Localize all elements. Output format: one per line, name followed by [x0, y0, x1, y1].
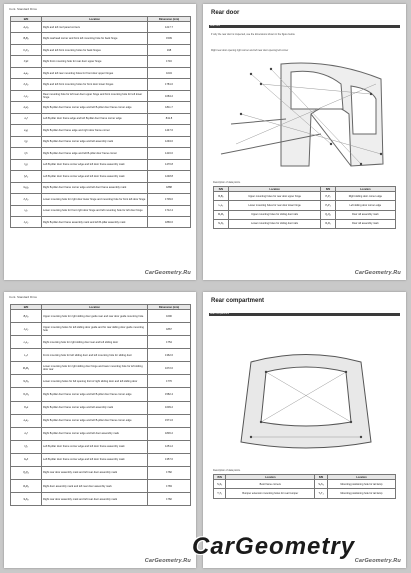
dimension-value: 1690	[148, 310, 191, 323]
table-row	[11, 159, 191, 170]
dimension-value: 1571.6	[148, 414, 191, 427]
legend-row	[214, 210, 396, 219]
location-description: Right rearhead corner and front left mounting hole for back hinge	[42, 33, 148, 44]
location-description: Right B-pillar door frame corner edge and left door assembly mark	[42, 427, 148, 440]
table-row	[11, 205, 191, 216]
table-row	[11, 194, 191, 205]
data-point-code: O₁e	[11, 401, 42, 414]
column-header: Dimension (mm)	[148, 17, 191, 22]
dimension-value: 1782	[148, 493, 191, 506]
data-point-code: Q₁Q₂	[321, 210, 335, 219]
legend-row	[214, 201, 396, 210]
dimension-table-body	[11, 310, 191, 506]
data-point-code: h₁h₂	[11, 194, 42, 205]
legend-row	[214, 489, 396, 498]
data-point-code: N₁N₂	[214, 219, 229, 228]
location-description: Left B-pillar door frame edge and left B-pillar door frame corner edge	[42, 113, 148, 124]
location-description: Right mounting hole for right sliding door rear and left sliding door	[42, 336, 148, 349]
data-point-code: S₁S₂	[11, 493, 42, 506]
location-description: Right B-pillar door frame corner edge and left B-pillar door frame corner edge	[42, 414, 148, 427]
dimension-value: 1470.8	[148, 159, 191, 170]
table-row	[11, 102, 191, 113]
column-header: B/N	[11, 17, 42, 22]
table-row	[11, 44, 191, 55]
data-point-code: C₁C₂	[11, 44, 42, 55]
inspection-note-secondary: Right rear door opening right corner and left rear door opening left corner	[211, 49, 289, 52]
location-description: Right B-pillar door frame edge and left B-pillar door frame corner	[42, 148, 148, 159]
data-point-code: T₃T₄	[315, 489, 328, 498]
column-header: B/N	[214, 187, 229, 192]
watermark-text: CarGeometry.Ru	[354, 270, 401, 276]
dimension-table	[10, 304, 191, 506]
dimension-value: 1034	[148, 67, 191, 78]
data-point-code: N₁N₂	[11, 375, 42, 388]
data-point-code: e₁e₂	[11, 414, 42, 427]
data-point-code: f₁g	[11, 136, 42, 147]
location-description: Mounting positioning hole for tail lamp	[327, 489, 395, 498]
location-description: Left B-pillar door frame corner edge and left door frame assembly mark	[42, 453, 148, 466]
column-header: B/N	[315, 475, 328, 480]
data-point-code: e₁f	[11, 113, 42, 124]
table-row	[11, 466, 191, 479]
page-header: Cont. Standard Dims	[9, 7, 37, 11]
location-description: Right B-pillar door frame assembly mark and left B-pillar assembly mark	[42, 216, 148, 227]
location-description: Rear mounting hole for left rear door upper hinge and front mounting hole for left lower hinge	[42, 90, 148, 101]
location-description: Upper mounting hole for right sliding door guide rear and rear door guide mounting hole	[42, 310, 148, 323]
location-description: Right and left front mounting holes for front door lower hinges	[42, 79, 148, 90]
dimension-table	[10, 16, 191, 228]
document-page-3	[4, 292, 196, 568]
dimension-value: 1362.6	[148, 349, 191, 362]
dimension-value: 1867	[148, 323, 191, 336]
column-header: Location	[335, 187, 395, 192]
table-row	[11, 323, 191, 336]
location-description: Left B-pillar door frame corner edge and left door frame assembly mark	[42, 440, 148, 453]
location-description: Upper mounting holes for sliding door rails	[228, 210, 320, 219]
data-point-code: f₁h	[11, 148, 42, 159]
dimension-value: 1357.0	[148, 453, 191, 466]
data-point-code: L₁L₂	[214, 201, 229, 210]
dimension-value: 1888	[148, 182, 191, 193]
dimension-value: 1609.2	[148, 401, 191, 414]
document-page-1	[4, 4, 196, 280]
data-point-code: A₁A₂	[11, 22, 42, 33]
table-row	[11, 362, 191, 375]
data-point-code: P₃P₄	[321, 201, 335, 210]
table-row	[11, 136, 191, 147]
data-point-code: B₁B₂	[11, 33, 42, 44]
section-bar: Rear compartment	[209, 313, 400, 316]
data-point-code: L₁J	[11, 349, 42, 362]
dimension-value: 1811.7	[148, 102, 191, 113]
dimension-value: 1754	[148, 336, 191, 349]
brand-watermark-logo: CarGeometry	[192, 533, 356, 560]
table-row	[11, 427, 191, 440]
location-description: Left B-pillar door frame corner edge and left door frame assembly mark	[42, 171, 148, 182]
column-header: Location	[42, 17, 148, 22]
column-header: Location	[228, 187, 320, 192]
data-point-code: f₁f₂	[11, 440, 42, 453]
data-point-code: S₁S₂	[214, 480, 226, 489]
location-description: Right B-pillar door frame corner edge and left door frame assembly mark	[42, 182, 148, 193]
data-point-code: c₁c₂	[11, 90, 42, 101]
legend-table-body	[214, 192, 396, 229]
location-description: Mounting positioning hole for tail lamp	[327, 480, 395, 489]
location-description: Right and left front mounting holes for back hinges	[42, 44, 148, 55]
data-point-legend-table	[213, 186, 396, 229]
data-point-code: f₂h₂	[11, 171, 42, 182]
location-description: Lower mounting hole for front right door hinge and left mounting hole for left door hinge	[42, 205, 148, 216]
table-row	[11, 453, 191, 466]
watermark-text: CarGeometry.Ru	[144, 270, 191, 276]
document-page-2	[203, 4, 406, 280]
dimension-value: 1783	[148, 480, 191, 493]
dimension-value: 1836.2	[148, 427, 191, 440]
location-description: Right sliding door corner edge	[335, 192, 395, 201]
data-point-code: Q₁Q₂	[11, 466, 42, 479]
dimension-table-body	[11, 22, 191, 228]
table-row	[11, 33, 191, 44]
dimension-value: 1866.6	[148, 216, 191, 227]
table-row	[11, 67, 191, 78]
dimension-value: 1416.0	[148, 148, 191, 159]
dimension-value: 1217.7	[148, 22, 191, 33]
dimension-value: 841.8	[148, 113, 191, 124]
location-description: Right B-pillar door frame corner edge and left assembly mark	[42, 136, 148, 147]
data-point-code: f₂g	[11, 159, 42, 170]
data-point-code: P₁P₂	[321, 192, 335, 201]
data-point-code: O₁O₂	[11, 388, 42, 401]
data-point-code: R₁R₂	[321, 219, 335, 228]
location-description: Left sliding door corner edge	[335, 201, 395, 210]
location-description: Door sill assembly mark	[335, 219, 395, 228]
dimension-value: 1712.4	[148, 205, 191, 216]
table-row	[11, 336, 191, 349]
table-row	[11, 216, 191, 227]
data-point-code: B₁B₂	[214, 192, 229, 201]
dimension-value: 1781.0	[148, 79, 191, 90]
location-description: Bumper extension mounting holes for rear bumper	[226, 489, 315, 498]
data-point-code: M₁M₂	[214, 210, 229, 219]
location-description: Right door assembly mark and left rear door assembly mark	[42, 480, 148, 493]
data-point-code: a₁a₂	[11, 67, 42, 78]
data-point-code: B₁b₂	[11, 310, 42, 323]
table-row	[11, 79, 191, 90]
legend-row	[214, 192, 396, 201]
data-point-code: b₁b₂	[11, 79, 42, 90]
location-description: Left B-pillar door frame corner edge and left door frame assembly mark	[42, 159, 148, 170]
figure-caption: Description of data points.	[213, 181, 241, 184]
figure-caption: Description of data points.	[213, 469, 241, 472]
location-description: Lower mounting hole for right sliding door hinge and lower mounting hole for left sliding door rear	[42, 362, 148, 375]
column-header: B/N	[214, 475, 226, 480]
location-description: Right and left rear mounting holes for front door upper hinges	[42, 67, 148, 78]
location-description: Lower mounting holes for full opening limit of right sliding door and left sliding door	[42, 375, 148, 388]
table-row	[11, 182, 191, 193]
section-bar: Rear door	[209, 25, 400, 28]
column-header: Location	[42, 305, 148, 310]
dimension-value: 198	[148, 44, 191, 55]
location-description: Lower mounting hole for right door lower hinge and mounting hole for front left door hinge	[42, 194, 148, 205]
location-description: Boot frame corners	[226, 480, 315, 489]
data-point-code: R₁R₂	[11, 480, 42, 493]
dimension-value: 1782	[148, 466, 191, 479]
dimension-value: 1709.0	[148, 194, 191, 205]
location-description: Right rear door assembly mark and left rear door assembly mark	[42, 466, 148, 479]
dimension-value: 1716	[148, 56, 191, 67]
watermark-text: CarGeometry.Ru	[354, 558, 401, 564]
dimension-value: 1084.2	[148, 90, 191, 101]
table-row	[11, 90, 191, 101]
location-description: Lower mounting holes for rear door lower hinge	[228, 201, 320, 210]
inspection-note: If only the rear door is inspected, use the dimensions shown in the figure below.	[211, 33, 296, 36]
data-point-code: J₁J₂	[11, 323, 42, 336]
table-row	[11, 414, 191, 427]
location-description: Upper mounting holes for left sliding door guide and for rear sliding door guide mounting hole	[42, 323, 148, 336]
data-point-code: e₁g	[11, 125, 42, 136]
location-description: Right B-pillar door frame corner edge and left B-pillar door frame corner edge	[42, 102, 148, 113]
table-row	[11, 22, 191, 33]
dimension-value: 1509	[148, 33, 191, 44]
data-point-legend-table	[213, 474, 396, 499]
data-point-code: T₁T₂	[214, 489, 226, 498]
table-row	[11, 171, 191, 182]
data-point-code: e₁f	[11, 427, 42, 440]
legend-table-body	[214, 480, 396, 499]
location-description: Right B-pillar door frame corner edge and left assembly mark	[42, 401, 148, 414]
section-title: Rear door	[211, 10, 240, 16]
location-description: Upper mounting holes for rear door upper hinge	[228, 192, 320, 201]
location-description: Right front mounting hole for rear door upper hinge	[42, 56, 148, 67]
document-page-4	[203, 292, 406, 568]
table-row	[11, 440, 191, 453]
dimension-value: 1248.8	[148, 171, 191, 182]
watermark-text: CarGeometry.Ru	[144, 558, 191, 564]
location-description: Right and left roof panel corners	[42, 22, 148, 33]
data-point-code: S₃S₄	[315, 480, 328, 489]
data-point-code: C₁D	[11, 56, 42, 67]
data-point-code: J₁J₂	[11, 216, 42, 227]
location-description: Right B-pillar door frame corner edge and left B-pillar door frame corner edge	[42, 388, 148, 401]
data-point-code: d₁d₂	[11, 102, 42, 113]
column-header: Location	[327, 475, 395, 480]
data-point-code: G₁g₂	[11, 182, 42, 193]
rear-door-frame-diagram	[211, 54, 398, 174]
table-row	[11, 56, 191, 67]
section-title: Rear compartment	[211, 298, 265, 304]
rear-compartment-diagram	[211, 342, 398, 462]
column-header: Location	[226, 475, 315, 480]
column-header: Dimension (mm)	[148, 305, 191, 310]
legend-row	[214, 219, 396, 228]
table-row	[11, 310, 191, 323]
location-description: Front mounting hole for left sliding door and left mounting hole for sliding door	[42, 349, 148, 362]
data-point-code: M₁M₂	[11, 362, 42, 375]
table-row	[11, 401, 191, 414]
data-point-code: G₁h	[11, 453, 42, 466]
table-row	[11, 375, 191, 388]
location-description: Door sill assembly mark	[335, 210, 395, 219]
data-point-code: i₁i₂	[11, 205, 42, 216]
dimension-value: 1776	[148, 375, 191, 388]
location-description: Right B-pillar door frame edge and right door frame corner	[42, 125, 148, 136]
dimension-value: 1582.4	[148, 388, 191, 401]
table-row	[11, 388, 191, 401]
dimension-value: 1251.2	[148, 440, 191, 453]
dimension-value: 1447.6	[148, 125, 191, 136]
dimension-value: 1294.0	[148, 136, 191, 147]
dimension-value: 1672.0	[148, 362, 191, 375]
table-row	[11, 493, 191, 506]
column-header: B/N	[11, 305, 42, 310]
table-row	[11, 148, 191, 159]
table-row	[11, 125, 191, 136]
table-row	[11, 113, 191, 124]
data-point-code: L₁L₂	[11, 336, 42, 349]
table-row	[11, 349, 191, 362]
location-description: Lower mounting holes for sliding door rails	[228, 219, 320, 228]
location-description: Right rear door assembly mark and left rear door assembly mark	[42, 493, 148, 506]
legend-row	[214, 480, 396, 489]
page-header: Cont. Standard Dims	[9, 295, 37, 299]
column-header: B/N	[321, 187, 335, 192]
table-row	[11, 480, 191, 493]
